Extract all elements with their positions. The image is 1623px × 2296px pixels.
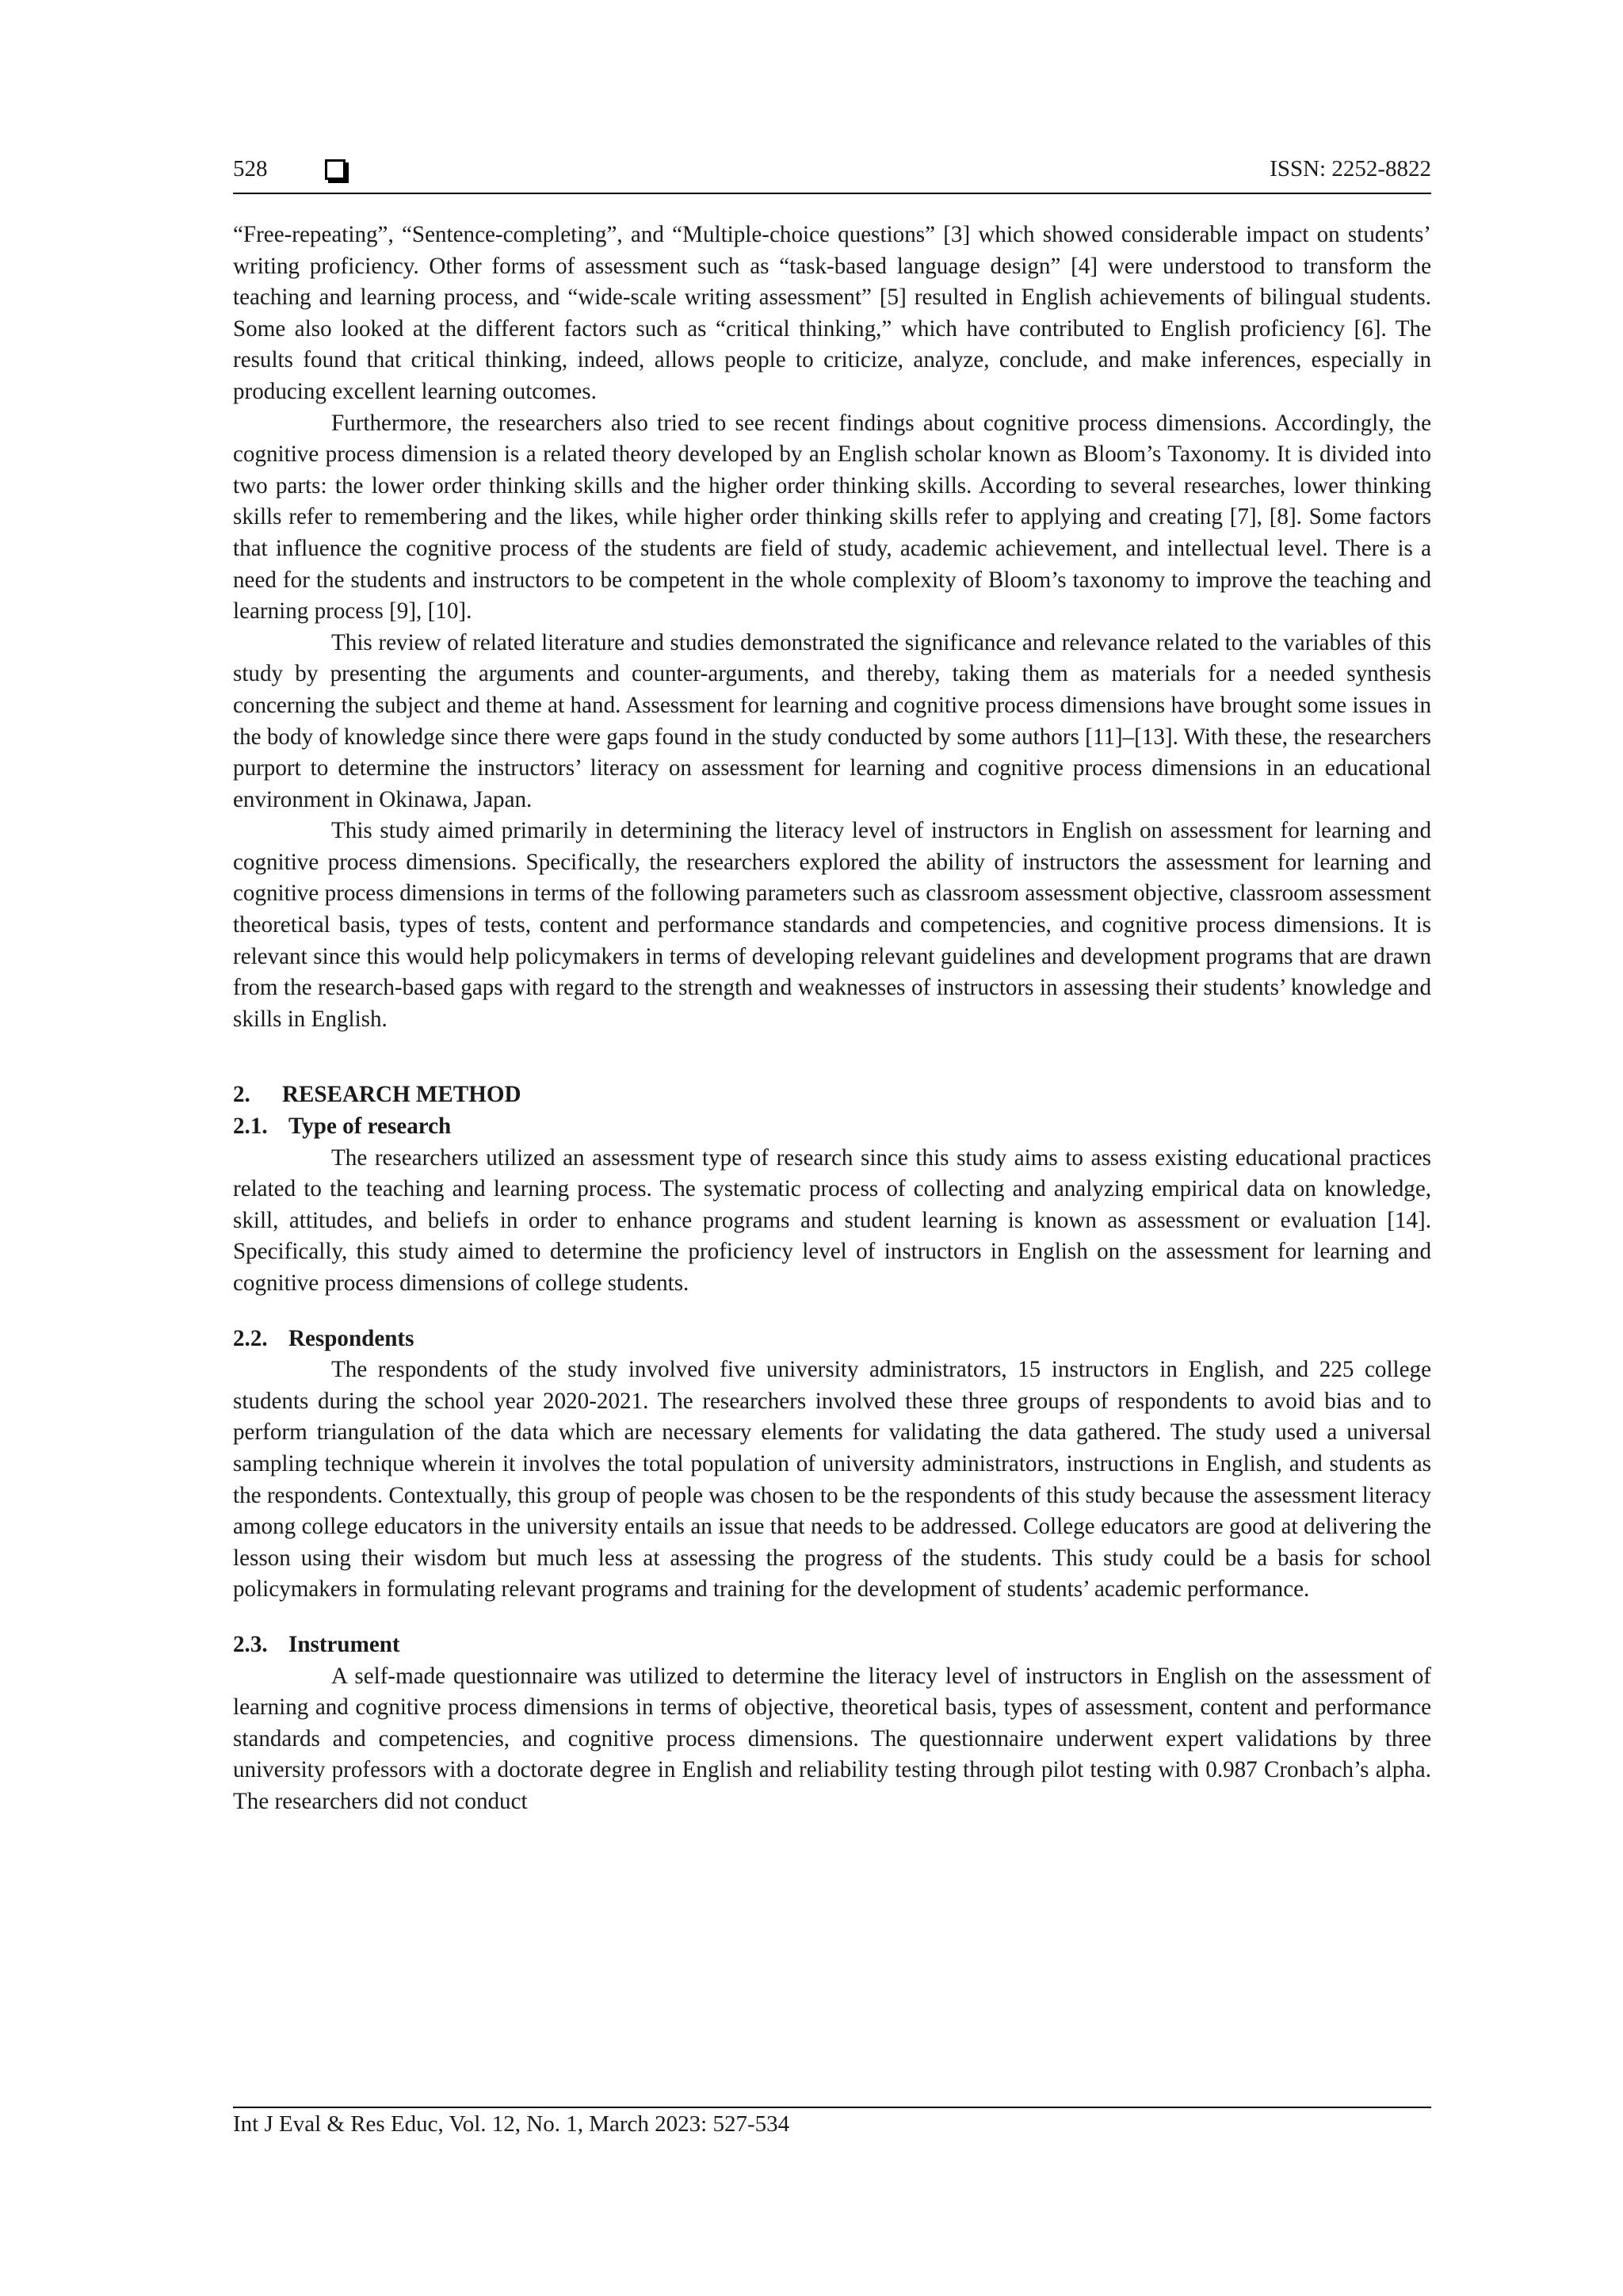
section-2-3-number: 2.3. — [233, 1631, 268, 1657]
page-number: 528 — [233, 156, 268, 181]
main-body — [233, 220, 1431, 1818]
section-2-2-number: 2.2. — [233, 1325, 268, 1351]
page-footer — [233, 2107, 1431, 2137]
section-2-2-heading — [233, 1324, 1431, 1355]
section-2-1-title: Type of research — [288, 1114, 452, 1140]
section-2-3-heading — [233, 1629, 1431, 1661]
issn-label: ISSN: 2252-8822 — [1270, 156, 1431, 181]
section-2-heading — [233, 1079, 1431, 1111]
paragraph-1: “Free-repeating”, “Sentence-completing”, and “Multiple-choice questions” [3] which showed considerable impact on students’ writing proficiency. Other forms of assessment such as “task-based language design” [4] were understood to transform the teaching and learning process, and “wide-scale writing assessment” [5] resulted in English achievements of bilingual students. Some also looked at the different factors such as “critical thinking,” which have contributed to English proficiency [6]. The results found that critical thinking, indeed, allows people to criticize, analyze, conclude, and make inferences, especially in producing excellent learning outcomes. — [233, 222, 1431, 404]
section-2-1-heading — [233, 1111, 1431, 1143]
journal-citation: Int J Eval & Res Educ, Vol. 12, No. 1, March 2023: 527-534 — [233, 2111, 790, 2137]
section-2-title: RESEARCH METHOD — [282, 1082, 521, 1108]
paragraph-2: Furthermore, the researchers also tried to see recent findings about cognitive process dimensions. Accordingly, the cognitive process dimension is a related theory developed by an English scholar known as Bloom’s Taxonomy. It is divided into two parts: the lower order thinking skills and the higher order thinking skills. According to several researches, lower thinking skills refer to remembering and the likes, while higher order thinking skills refer to applying and creating [7], [8]. Some factors that influence the cognitive process of the students are field of study, academic achievement, and intellectual level. There is a need for the students and instructors to be competent in the whole complexity of Bloom’s taxonomy to improve the teaching and learning process [9], [10]. — [233, 410, 1431, 625]
paragraph-3: This review of related literature and studies demonstrated the significance and relevance related to the variables of this study by presenting the arguments and counter-arguments, and thereby, taking them as materials for a needed synthesis concerning the subject and theme at hand. Assessment for learning and cognitive process dimensions have brought some issues in the body of knowledge since there were gaps found in the study conducted by some authors [11]–[13]. With these, the researchers purport to determine the instructors’ literacy on assessment for learning and cognitive process dimensions in an educational environment in Okinawa, Japan. — [233, 629, 1431, 812]
section-2-2-title: Respondents — [288, 1325, 414, 1351]
page-header — [233, 156, 1431, 194]
section-2-2-paragraph: The respondents of the study involved five university administrators, 15 instructors in English, and 225 college students during the school year 2020-2021. The researchers involved these three groups of respondents to avoid bias and to perform triangulation of the data which are necessary elements for validating the data gathered. The study used a universal sampling technique wherein it involves the total population of university administrators, instructions in English, and students as the respondents. Contextually, this group of people was chosen to be the respondents of this study because the assessment literacy among college educators in the university entails an issue that needs to be addressed. College educators are good at delivering the lesson using their wisdom but much less at assessing the progress of the students. This study could be a basis for school policymakers in formulating relevant programs and training for the development of students’ academic performance. — [233, 1357, 1431, 1603]
paragraph-4: This study aimed primarily in determining the literacy level of instructors in English on assessment for learning and cognitive process dimensions. Specifically, the researchers explored the ability of instructors the assessment for learning and cognitive process dimensions in terms of the following parameters such as classroom assessment objective, classroom assessment theoretical basis, types of tests, content and performance standards and competencies, and cognitive process dimensions. It is relevant since this would help policymakers in terms of developing relevant guidelines and development programs that are drawn from the research-based gaps with regard to the strength and weaknesses of instructors in assessing their students’ knowledge and skills in English. — [233, 818, 1431, 1032]
checkbox-square-icon — [325, 159, 346, 180]
section-2-1-paragraph: The researchers utilized an assessment type of research since this study aims to assess existing educational practices related to the teaching and learning process. The systematic process of collecting and analyzing empirical data on knowledge, skill, attitudes, and beliefs in order to enhance programs and student learning is known as assessment or evaluation [14]. Specifically, this study aimed to determine the proficiency level of instructors in English on the assessment for learning and cognitive process dimensions of college students. — [233, 1144, 1431, 1296]
section-2-3-paragraph: A self-made questionnaire was utilized to determine the literacy level of instructors in English on the assessment of learning and cognitive process dimensions in terms of objective, theoretical basis, types of assessment, content and performance standards and competencies, and cognitive process dimensions. The questionnaire underwent expert validations by three university professors with a doctorate degree in English and reliability testing through pilot testing with 0.987 Cronbach’s alpha. The researchers did not conduct — [233, 1663, 1431, 1814]
section-2-1-number: 2.1. — [233, 1114, 268, 1140]
section-2-number: 2. — [233, 1082, 250, 1108]
section-2-3-title: Instrument — [288, 1631, 400, 1657]
